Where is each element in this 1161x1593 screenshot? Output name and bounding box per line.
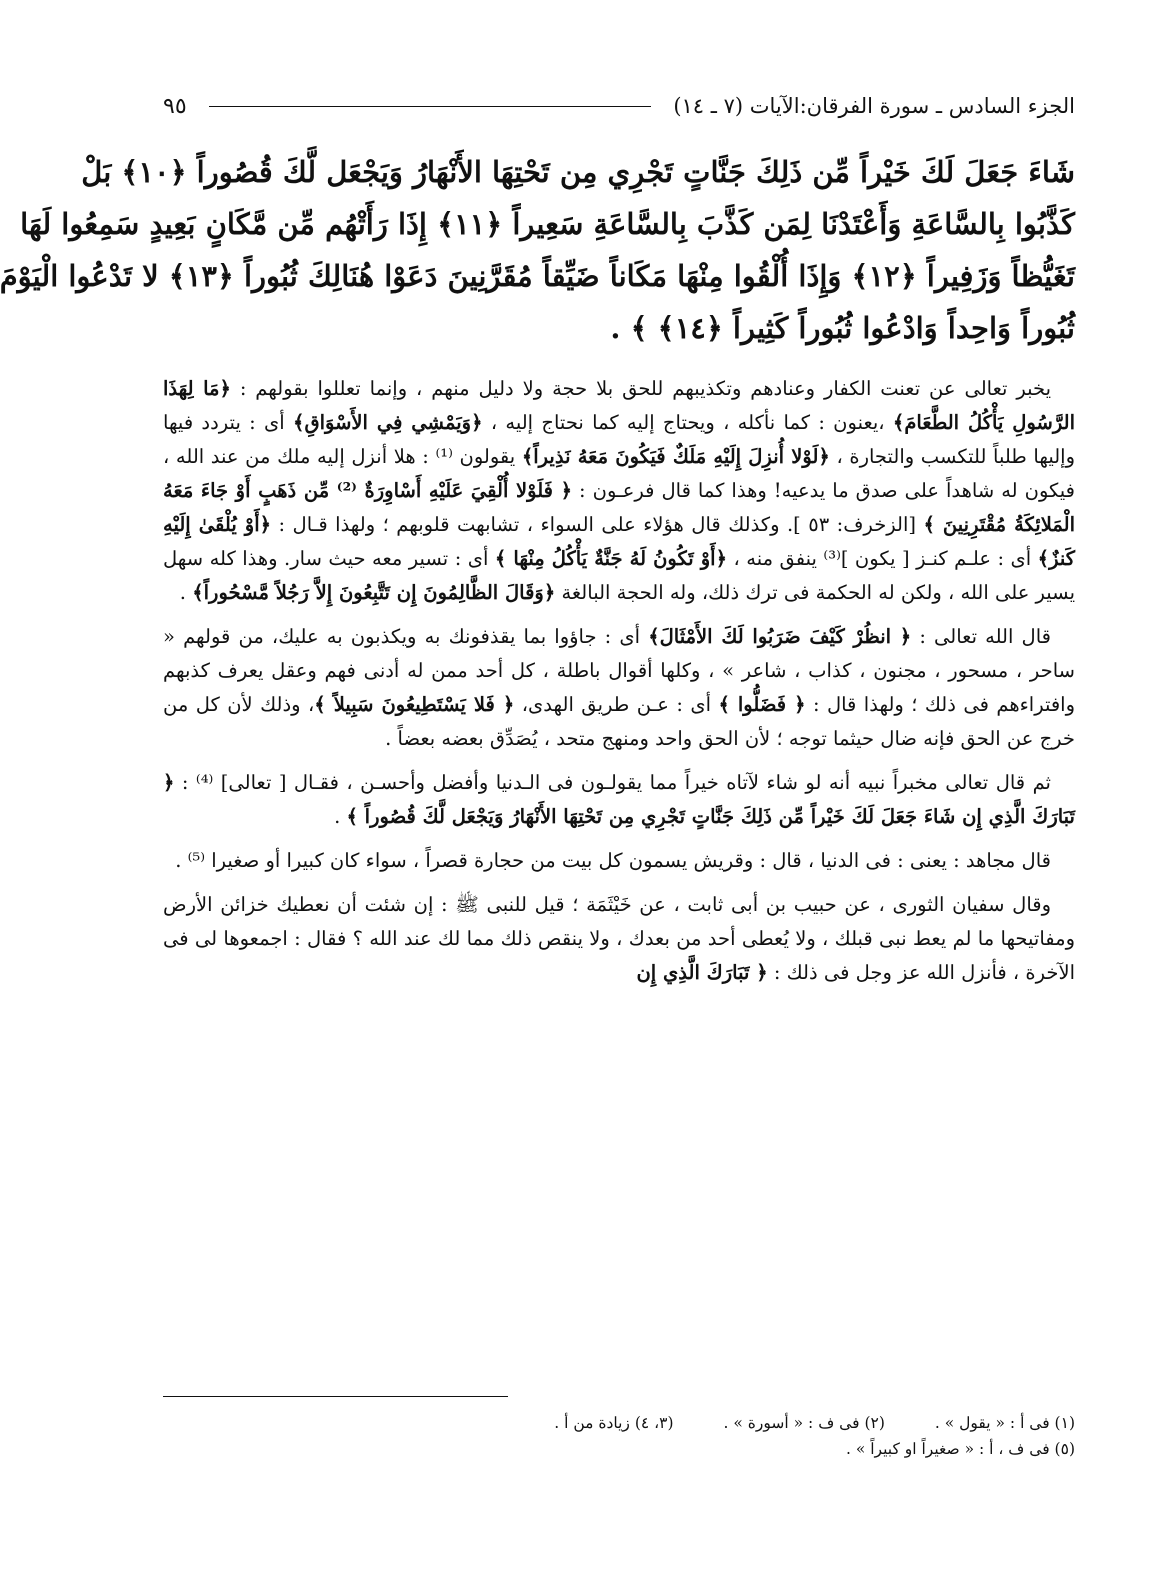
commentary-paragraph-4: قال مجاهد : يعنى : فى الدنيا ، قال : وقريش يسمون كل بيت من حجارة قصراً ، سواء كان كبيرا أو صغيرا ⁽⁵⁾ .	[175, 849, 1051, 872]
footnotes	[163, 1410, 1075, 1462]
quote: ﴿أَوْ تَكُونُ لَهُ جَنَّةٌ يَأْكُلُ مِنْهَا ﴾	[494, 547, 728, 570]
verse-line: كَذَّبُوا بِالسَّاعَةِ وَأَعْتَدْنَا لِمَن كَذَّبَ بِالسَّاعَةِ سَعِيراً ﴿١١﴾ إِذَا رَأَتْهُم مِّن مَّكَانٍ بَعِيدٍ سَمِعُوا لَهَا	[20, 207, 1075, 241]
book-page	[0, 82, 1076, 1522]
text-run: [الزخرف: ٥٣ ]. وكذلك قال هؤلاء على السواء ، تشابهت قلوبهم ؛ ولهذا قـال :	[271, 513, 924, 536]
quran-verses	[0, 146, 1075, 354]
footnote-row	[163, 1436, 1075, 1462]
text-run: يقولون ⁽¹⁾ : هلا أنزل إليه ملك من عند الله ، فيكون له شاهداً على صدق ما يدعيه! وهذا كما قال فرعـون :	[163, 445, 1075, 502]
commentary-paragraph-1	[163, 372, 1075, 610]
text-run: قال الله تعالى :	[911, 625, 1051, 648]
text-run: .	[334, 805, 347, 828]
footnote-1: (١) فى أ : « يقول » .	[934, 1414, 1075, 1432]
quote: ﴿لَوْلا أُنزِلَ إِلَيْهِ مَلَكٌ فَيَكُونَ مَعَهُ نَذِيراً﴾	[521, 445, 830, 468]
page-number: ٩٥	[163, 93, 187, 119]
footnote-3: (٣، ٤) زيادة من أ .	[554, 1414, 674, 1432]
text-run: أى : تسير معه حيث سار. وهذا كله سهل يسير على الله ، ولكن له الحكمة فى ترك ذلك، وله الحجة البالغة	[163, 547, 1075, 604]
commentary-paragraph-3	[163, 766, 1075, 834]
commentary	[163, 372, 1075, 990]
text-run: وقال سفيان الثورى ، عن حبيب بن أبى ثابت ، عن خَيْثَمَة ؛ قيل للنبى ﷺ : إن شئت أن نعطيك خزائن الأرض ومفاتيحها ما لم يعط نبى قبلك ، ولا يُعطى أحد من بعدك ، ولا ينقص ذلك مما لك عند الله ؟ فقال : اجمعوها لى فى الآخرة ، فأنزل الله عز وجل فى ذلك :	[163, 893, 1075, 984]
footnote-5: (٥) فى ف ، أ : « صغيراً او كبيراً » .	[845, 1440, 1075, 1458]
quote: ﴿ تَبَارَكَ الَّذِي إِن شَاءَ جَعَلَ لَكَ خَيْراً مِّن ذَلِكَ جَنَّاتٍ تَجْرِي مِن تَحْتِهَا الأَنْهَارُ وَيَجْعَل لَّكَ قُصُوراً ﴾	[163, 771, 1075, 828]
text-run: ثم قال تعالى مخبراً نبيه أنه لو شاء لآتاه خيراً مما يقولـون فى الـدنيا وأفضل وأحسـن ، فقـال [ تعالى] ⁽⁴⁾ :	[174, 771, 1051, 794]
footnote-row	[163, 1410, 1075, 1436]
quote: ﴿مَا لِهَذَا الرَّسُولِ يَأْكُلُ الطَّعَامَ﴾	[163, 377, 1075, 434]
verse-line: تَغَيُّظاً وَزَفِيراً ﴿١٢﴾ وَإِذَا أُلْقُوا مِنْهَا مَكَاناً ضَيِّقاً مُقَرَّنِينَ دَعَوْا هُنَالِكَ ثُبُوراً ﴿١٣﴾ لا تَدْعُوا الْيَوْمَ	[0, 259, 1075, 293]
header-title: الجزء السادس ـ سورة الفرقان:الآيات (٧ ـ ١٤)	[673, 94, 1075, 118]
quote: ﴿ فَضَلُّوا ﴾	[718, 693, 806, 716]
text-run: ، وذلك لأن كل من خرج عن الحق فإنه ضال حيثما توجه ؛ لأن الحق واحد ومنهج متحد ، يُصَدِّق بعضه بعضاً .	[163, 693, 1075, 750]
commentary-paragraph-5	[163, 888, 1075, 990]
text-run: .	[179, 581, 193, 604]
header-rule	[209, 106, 652, 107]
running-header	[163, 82, 1075, 130]
footnote-2: (٢) فى ف : « أسورة » .	[723, 1414, 885, 1432]
text-run: ،يعنون : كما نأكله ، ويحتاج إليه كما نحتاج إليه ،	[482, 411, 893, 434]
quote: ﴿ فَلَوْلا أُلْقِيَ عَلَيْهِ أَسْاوِرَةٌ ⁽²⁾ مِّن ذَهَبٍ أَوْ جَاءَ مَعَهُ الْمَلائِكَةُ مُقْتَرِنِينَ ﴾	[163, 479, 1075, 536]
quote: ﴿وَيَمْشِي فِي الأَسْوَاقِ﴾	[293, 411, 483, 434]
footnote-rule	[163, 1396, 508, 1397]
quote: ﴿ انظُرْ كَيْفَ ضَرَبُوا لَكَ الأَمْثَالَ﴾	[648, 625, 912, 648]
verse-line: ثُبُوراً وَاحِداً وَادْعُوا ثُبُوراً كَثِيراً ﴿١٤﴾ ﴾ .	[610, 311, 1075, 345]
verse-line: شَاءَ جَعَلَ لَكَ خَيْراً مِّن ذَلِكَ جَنَّاتٍ تَجْرِي مِن تَحْتِهَا الأَنْهَارُ وَيَجْعَل لَّكَ قُصُوراً ﴿١٠﴾ بَلْ	[81, 155, 1075, 189]
quote: ﴿ تَبَارَكَ الَّذِي إِن	[636, 961, 768, 984]
text-run: أى : علـم كنـز [ يكون ]⁽³⁾ ينفق منه ،	[727, 547, 1038, 570]
quote: ﴿أَوْ يُلْقَىٰ إِلَيْهِ كَنزٌ﴾	[163, 513, 1075, 570]
text-run: أى : جاؤوا بما يقذفونك به ويكذبون به عليك، من قولهم « ساحر ، مسحور ، مجنون ، كذاب ، شاعر » ، وكلها أقوال باطلة ، كل أحد ممن له أدنى فهم وعقل يعرف كذبهم وافتراءهم فى ذلك ؛ ولهذا قال :	[163, 625, 1075, 716]
text-run: أى : يتردد فيها وإليها طلباً للتكسب والتجارة ،	[163, 411, 1076, 468]
quote: ﴿وَقَالَ الظَّالِمُونَ إِن تَتَّبِعُونَ إِلاَّ رَجُلاً مَّسْحُوراً﴾	[192, 581, 556, 604]
text-run: أى : عـن طريق الهدى،	[514, 693, 719, 716]
quote: ﴿ فَلا يَسْتَطِيعُونَ سَبِيلاً ﴾	[314, 693, 515, 716]
commentary-paragraph-2	[163, 620, 1075, 756]
text-run: يخبر تعالى عن تعنت الكفار وعنادهم وتكذيبهم للحق بلا حجة ولا دليل منهم ، وإنما تعللوا بقولهم :	[230, 377, 1051, 400]
